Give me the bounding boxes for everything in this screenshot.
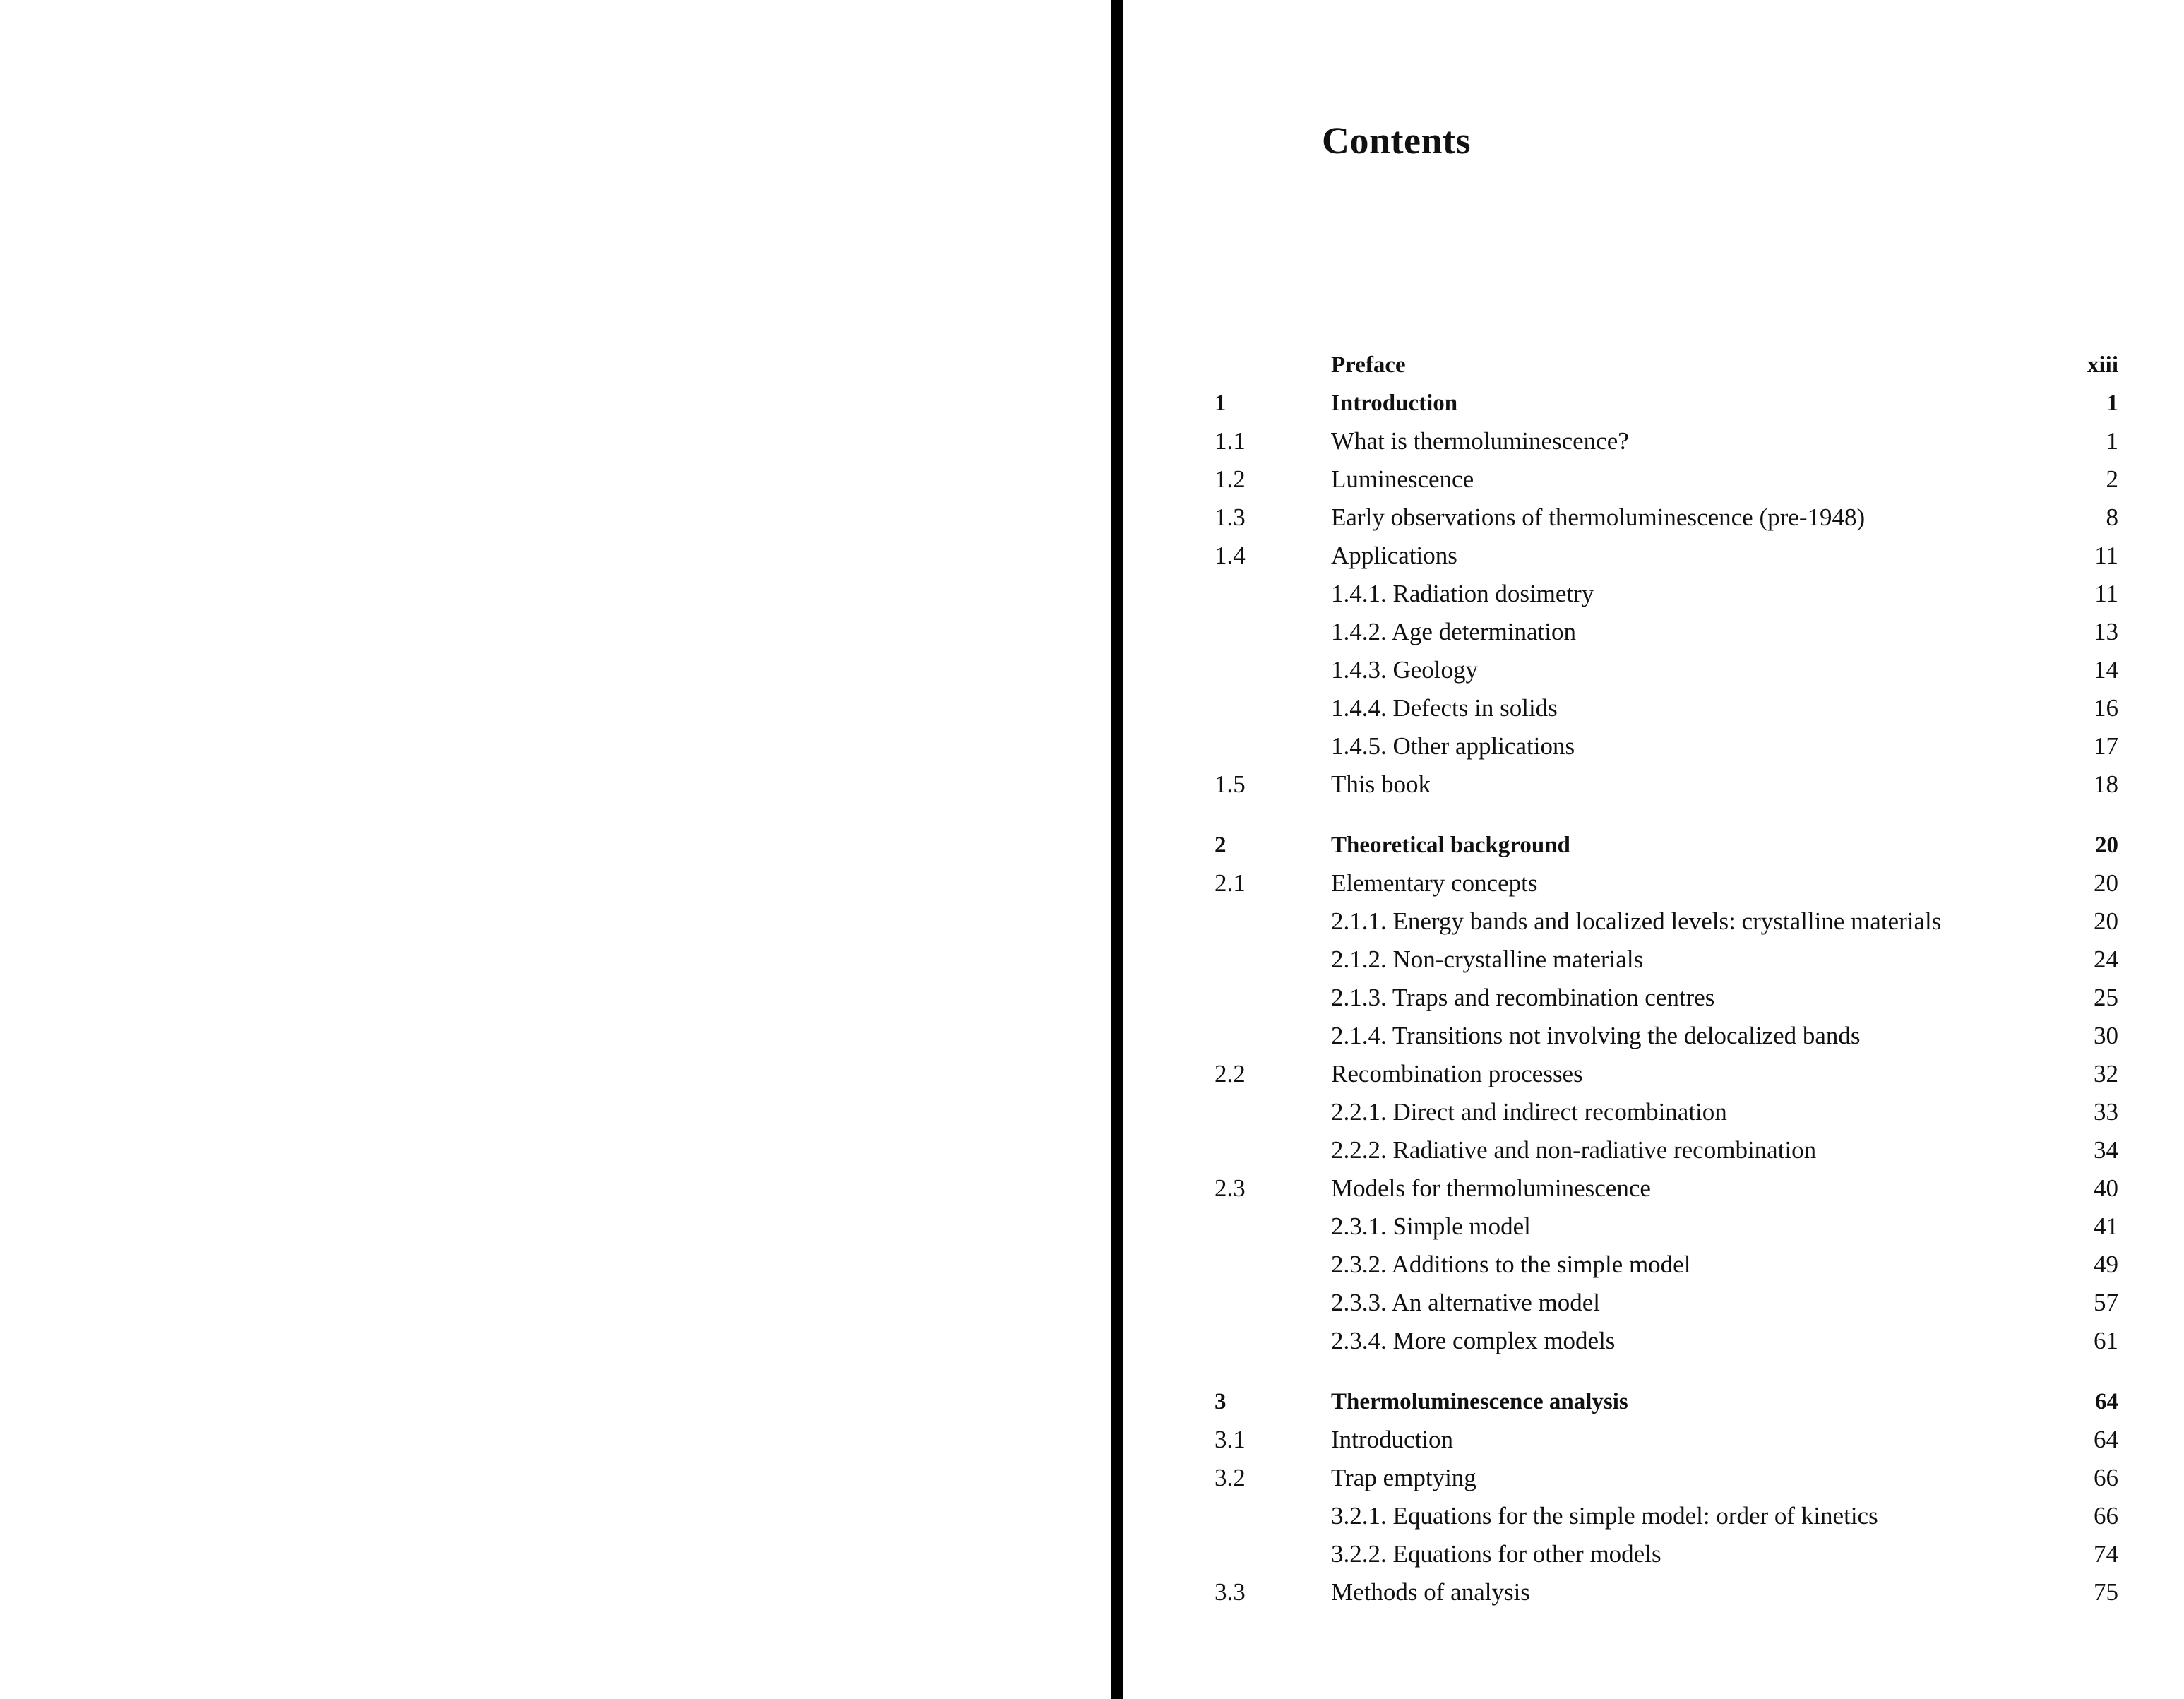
toc-title: Recombination processes xyxy=(1331,1060,1583,1087)
toc-entry xyxy=(1215,1422,2118,1457)
toc-number: 3.2 xyxy=(1215,1464,1246,1491)
toc-entry-chapter-1 xyxy=(1215,386,2118,421)
toc-entry xyxy=(1215,500,2118,535)
toc-subentry xyxy=(1215,729,2118,764)
toc-number: 3 xyxy=(1215,1389,1227,1414)
toc-title: 2.1.1. Energy bands and localized levels: crystalline materials xyxy=(1331,907,1942,935)
toc-page-number: 2 xyxy=(2106,465,2118,493)
toc-page-number: 18 xyxy=(2094,770,2118,798)
toc-entry xyxy=(1215,538,2118,573)
toc-entry xyxy=(1215,424,2118,459)
toc-title: 1.4.2. Age determination xyxy=(1331,618,1577,645)
toc-subentry xyxy=(1215,942,2118,977)
toc-title: 1.4.5. Other applications xyxy=(1331,732,1575,760)
toc-title: Theoretical background xyxy=(1331,833,1570,858)
toc-title: Early observations of thermoluminescence (pre-1948) xyxy=(1331,503,1866,531)
toc-entry xyxy=(1215,767,2118,802)
toc-page-number: 41 xyxy=(2094,1212,2118,1240)
toc-title: Introduction xyxy=(1331,1426,1454,1453)
toc-number: 3.3 xyxy=(1215,1578,1246,1606)
toc-page-number: 30 xyxy=(2094,1022,2118,1049)
toc-number: 1 xyxy=(1215,391,1227,416)
toc-subentry xyxy=(1215,1209,2118,1244)
toc-entry xyxy=(1215,462,2118,497)
toc-page-number: 74 xyxy=(2094,1540,2118,1568)
toc-page-number: 8 xyxy=(2106,503,2118,531)
toc-title: 1.4.3. Geology xyxy=(1331,656,1479,684)
toc-title: Trap emptying xyxy=(1331,1464,1476,1491)
toc-title: Luminescence xyxy=(1331,465,1474,493)
toc-page-number: 1 xyxy=(2106,427,2118,455)
toc-subentry xyxy=(1215,1285,2118,1321)
toc-page-number: 24 xyxy=(2094,946,2118,973)
toc-page-number: 33 xyxy=(2094,1098,2118,1126)
toc-title: 1.4.4. Defects in solids xyxy=(1331,694,1558,722)
page-title: Contents xyxy=(1322,119,1472,162)
toc-entry xyxy=(1215,1056,2118,1092)
toc-title: 2.3.3. An alternative model xyxy=(1331,1289,1601,1316)
toc-title: 2.3.1. Simple model xyxy=(1331,1212,1531,1240)
toc-subentry xyxy=(1215,1018,2118,1054)
toc-title: 2.1.3. Traps and recombination centres xyxy=(1331,984,1715,1011)
toc-number: 1.1 xyxy=(1215,427,1246,455)
toc-page-number: 1 xyxy=(2106,391,2118,416)
toc-title: Applications xyxy=(1331,542,1457,569)
toc-subentry xyxy=(1215,614,2118,650)
toc-title: 2.2.2. Radiative and non-radiative recombination xyxy=(1331,1136,1817,1164)
toc-subentry xyxy=(1215,1247,2118,1282)
toc-number: 1.3 xyxy=(1215,503,1246,531)
toc-entry-chapter-3 xyxy=(1215,1384,2118,1419)
toc-entry-chapter-2 xyxy=(1215,828,2118,863)
toc-entry-preface xyxy=(1215,347,2118,383)
toc-entry xyxy=(1215,1460,2118,1496)
toc-page-number: 75 xyxy=(2094,1578,2118,1606)
toc-number: 1.5 xyxy=(1215,770,1246,798)
toc-page-number: 64 xyxy=(2094,1426,2118,1453)
toc-page-number: 11 xyxy=(2094,542,2118,569)
toc-title: 2.1.4. Transitions not involving the delocalized bands xyxy=(1331,1022,1861,1049)
toc-title: Preface xyxy=(1331,352,1406,378)
toc-subentry xyxy=(1215,576,2118,612)
toc-page-number: 16 xyxy=(2094,694,2118,722)
toc-subentry xyxy=(1215,980,2118,1015)
toc-number: 2 xyxy=(1215,833,1227,858)
toc-page-number: 49 xyxy=(2094,1251,2118,1278)
toc-page-number: 32 xyxy=(2094,1060,2118,1087)
toc-subentry xyxy=(1215,1323,2118,1359)
toc-title: Models for thermoluminescence xyxy=(1331,1174,1651,1202)
toc-number: 2.2 xyxy=(1215,1060,1246,1087)
toc-entry xyxy=(1215,866,2118,901)
toc-page-number: 17 xyxy=(2094,732,2118,760)
toc-number: 2.1 xyxy=(1215,869,1246,897)
toc-number: 2.3 xyxy=(1215,1174,1246,1202)
toc-page-number: 25 xyxy=(2094,984,2118,1011)
toc-subentry xyxy=(1215,1498,2118,1534)
toc-subentry xyxy=(1215,652,2118,688)
toc-page-number: 14 xyxy=(2094,656,2118,684)
toc-title: 2.2.1. Direct and indirect recombination xyxy=(1331,1098,1727,1126)
toc-title: This book xyxy=(1331,770,1431,798)
toc-title: Elementary concepts xyxy=(1331,869,1538,897)
toc-title: 2.3.2. Additions to the simple model xyxy=(1331,1251,1691,1278)
toc-number: 1.2 xyxy=(1215,465,1246,493)
toc-subentry xyxy=(1215,691,2118,726)
toc-page-number: 66 xyxy=(2094,1502,2118,1530)
toc-page-number: 34 xyxy=(2094,1136,2118,1164)
toc-page-number: 40 xyxy=(2094,1174,2118,1202)
toc-title: 2.1.2. Non-crystalline materials xyxy=(1331,946,1644,973)
toc-title: 3.2.1. Equations for the simple model: order of kinetics xyxy=(1331,1502,1878,1530)
book-spine-gutter xyxy=(1111,0,1123,1699)
toc-number: 3.1 xyxy=(1215,1426,1246,1453)
toc-subentry xyxy=(1215,1537,2118,1572)
toc-page-number: 20 xyxy=(2094,907,2118,935)
toc-page-number: 64 xyxy=(2095,1389,2118,1414)
toc-page-number: 20 xyxy=(2094,869,2118,897)
toc-title: 3.2.2. Equations for other models xyxy=(1331,1540,1661,1568)
toc-title: Thermoluminescence analysis xyxy=(1331,1389,1628,1414)
toc-subentry xyxy=(1215,904,2118,939)
toc-page-number: 61 xyxy=(2094,1327,2118,1354)
toc-page-number: xiii xyxy=(2087,352,2118,378)
toc-page-number: 66 xyxy=(2094,1464,2118,1491)
toc-page-number: 20 xyxy=(2095,833,2118,858)
toc-title: Methods of analysis xyxy=(1331,1578,1530,1606)
toc-title: 2.3.4. More complex models xyxy=(1331,1327,1616,1354)
toc-page-number: 13 xyxy=(2094,618,2118,645)
toc-number: 1.4 xyxy=(1215,542,1246,569)
toc-subentry xyxy=(1215,1133,2118,1168)
toc-entry xyxy=(1215,1171,2118,1206)
toc-subentry xyxy=(1215,1095,2118,1130)
toc-title: Introduction xyxy=(1331,391,1458,416)
toc-page-number: 11 xyxy=(2094,580,2118,607)
toc-entry xyxy=(1215,1575,2118,1610)
toc-title: What is thermoluminescence? xyxy=(1331,427,1629,455)
toc-title: 1.4.1. Radiation dosimetry xyxy=(1331,580,1594,607)
toc-page-number: 57 xyxy=(2094,1289,2118,1316)
